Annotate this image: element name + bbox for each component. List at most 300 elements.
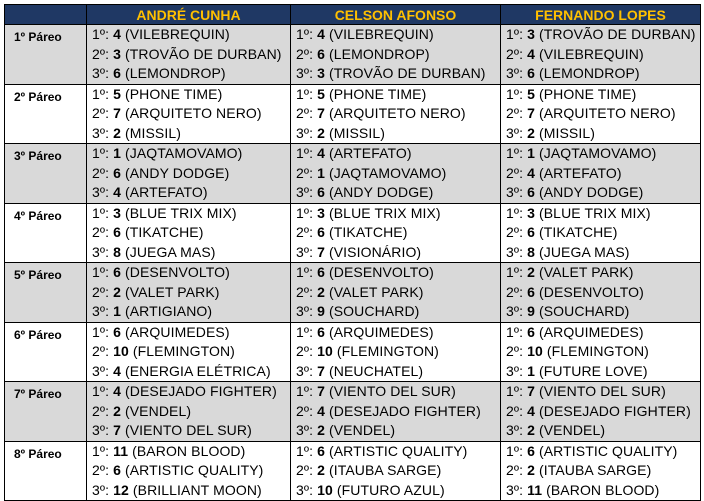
pick-line	[506, 442, 700, 462]
race-label: 4º Páreo	[5, 203, 87, 263]
horse-name: (ARQUIMEDES)	[538, 323, 644, 340]
horse-name: (ARTISTIC QUALITY)	[328, 442, 468, 459]
horse-name: (VENDEL)	[124, 402, 192, 419]
horse-name: (FLEMINGTON)	[132, 343, 235, 359]
pick-line	[506, 183, 700, 203]
horse-number: 6	[527, 184, 535, 200]
horse-number: 7	[113, 422, 121, 438]
pick-line	[296, 223, 500, 243]
pick-line	[506, 223, 700, 243]
horse-name: (JAQTAMOVAMO)	[124, 145, 243, 161]
pick-position: 2º:	[296, 224, 314, 240]
horse-number: 11	[527, 481, 543, 498]
pick-position: 2º:	[296, 402, 314, 419]
tipster-picks-cell	[291, 203, 501, 263]
horse-number: 8	[527, 243, 535, 260]
pick-position: 3º:	[296, 243, 314, 260]
pick-position: 1º:	[296, 442, 314, 459]
horse-number: 2	[527, 422, 535, 438]
pick-position: 1º:	[92, 85, 110, 102]
pick-position: 3º:	[92, 422, 110, 438]
race-label: 5º Páreo	[5, 263, 87, 323]
pick-position: 1º:	[296, 383, 314, 399]
pick-line	[92, 263, 290, 283]
horse-number: 7	[527, 383, 535, 399]
pick-position: 3º:	[92, 243, 110, 260]
horse-number: 3	[317, 204, 325, 221]
pick-position: 1º:	[506, 442, 524, 459]
horse-name: (DESEJADO FIGHTER)	[328, 402, 481, 419]
tipster-picks-cell	[87, 84, 291, 144]
pick-position: 2º:	[296, 462, 314, 478]
horse-name: (VIENTO DEL SUR)	[538, 383, 666, 399]
pick-line	[506, 461, 700, 481]
horse-number: 10	[317, 343, 333, 359]
pick-line	[296, 45, 500, 65]
horse-number: 4	[317, 402, 325, 419]
pick-position: 1º:	[506, 383, 524, 399]
pick-position: 2º:	[92, 224, 110, 240]
pick-line	[296, 144, 500, 164]
pick-position: 1º:	[296, 264, 314, 280]
horse-name: (JUEGA MAS)	[538, 243, 630, 260]
horse-name: (ARTISTIC QUALITY)	[124, 462, 264, 478]
horse-number: 4	[527, 164, 535, 181]
horse-name: (VALET PARK)	[538, 264, 634, 280]
pick-position: 3º:	[506, 422, 524, 438]
tipster-picks-cell	[291, 322, 501, 382]
pick-line	[506, 481, 700, 501]
pick-position: 2º:	[506, 105, 524, 121]
pick-line	[296, 461, 500, 481]
pick-position: 3º:	[92, 303, 110, 319]
pick-line	[92, 45, 290, 65]
horse-number: 6	[527, 283, 535, 300]
pick-line	[92, 144, 290, 164]
race-label: 8º Páreo	[5, 441, 87, 501]
pick-position: 1º:	[506, 26, 524, 42]
horse-number: 1	[113, 145, 121, 161]
horse-name: (ARQUITETO NERO)	[328, 105, 466, 121]
horse-name: (BARON BLOOD)	[132, 442, 246, 459]
horse-number: 6	[527, 323, 535, 340]
horse-name: (BRILLIANT MOON)	[132, 481, 262, 498]
horse-number: 5	[113, 85, 121, 102]
header-tipster-fernando-lopes: FERNANDO LOPES	[501, 5, 701, 25]
pick-line	[506, 382, 700, 402]
horse-name: (ENERGIA ELÉTRICA)	[124, 362, 271, 379]
horse-number: 1	[527, 145, 535, 161]
horse-name: (SOUCHARD)	[328, 303, 420, 319]
pick-line	[92, 183, 290, 203]
pick-position: 2º:	[92, 105, 110, 121]
pick-position: 2º:	[506, 164, 524, 181]
picks-table-container	[4, 4, 701, 501]
pick-position: 1º:	[506, 204, 524, 221]
horse-name: (ITAUBA SARGE)	[328, 462, 442, 478]
race-row	[5, 382, 701, 442]
tipster-picks-cell	[501, 84, 701, 144]
horse-number: 7	[317, 243, 325, 260]
horse-name: (LEMONDROP)	[538, 65, 640, 81]
horse-number: 2	[113, 124, 121, 141]
pick-position: 3º:	[506, 303, 524, 319]
pick-position: 2º:	[506, 283, 524, 300]
pick-position: 2º:	[92, 283, 110, 300]
pick-line	[92, 243, 290, 263]
pick-position: 1º:	[296, 145, 314, 161]
horse-name: (ARQUIMEDES)	[124, 323, 230, 340]
horse-number: 10	[113, 343, 129, 359]
horse-name: (TROVÃO DE DURBAN)	[328, 65, 486, 81]
pick-position: 2º:	[506, 462, 524, 478]
horse-name: (VILEBREQUIN)	[328, 26, 434, 42]
pick-position: 3º:	[296, 303, 314, 319]
horse-number: 3	[317, 65, 325, 81]
horse-number: 2	[527, 264, 535, 280]
horse-number: 2	[317, 422, 325, 438]
pick-line	[506, 362, 700, 382]
horse-number: 6	[317, 323, 325, 340]
horse-name: (SOUCHARD)	[538, 303, 630, 319]
pick-position: 3º:	[296, 422, 314, 438]
race-label: 3º Páreo	[5, 144, 87, 204]
pick-position: 2º:	[506, 343, 524, 359]
tipster-picks-cell	[291, 441, 501, 501]
pick-line	[506, 124, 700, 144]
pick-position: 1º:	[296, 204, 314, 221]
horse-number: 6	[113, 264, 121, 280]
pick-line	[92, 104, 290, 124]
tipster-picks-cell	[501, 203, 701, 263]
pick-line	[296, 382, 500, 402]
horse-number: 7	[527, 105, 535, 121]
pick-position: 1º:	[92, 26, 110, 42]
horse-number: 2	[113, 402, 121, 419]
horse-name: (VILEBREQUIN)	[124, 26, 230, 42]
horse-name: (MISSIL)	[328, 124, 386, 141]
tipster-picks-cell	[87, 144, 291, 204]
horse-name: (JUEGA MAS)	[124, 243, 216, 260]
horse-number: 4	[317, 145, 325, 161]
horse-number: 4	[113, 383, 121, 399]
horse-name: (ITAUBA SARGE)	[538, 462, 652, 478]
race-row	[5, 441, 701, 501]
horse-number: 10	[527, 343, 543, 359]
horse-name: (ARTEFATO)	[538, 164, 622, 181]
pick-line	[296, 323, 500, 343]
tipster-picks-cell	[291, 25, 501, 85]
pick-position: 2º:	[296, 164, 314, 181]
horse-number: 6	[527, 65, 535, 81]
pick-line	[506, 342, 700, 362]
pick-position: 1º:	[296, 323, 314, 340]
horse-name: (DESENVOLTO)	[328, 264, 434, 280]
horse-number: 4	[113, 362, 121, 379]
horse-name: (VALET PARK)	[124, 283, 220, 300]
horse-number: 6	[113, 65, 121, 81]
pick-position: 3º:	[92, 65, 110, 81]
pick-line	[296, 85, 500, 105]
pick-line	[296, 481, 500, 501]
race-row	[5, 203, 701, 263]
horse-number: 7	[113, 105, 121, 121]
horse-number: 4	[317, 26, 325, 42]
race-row	[5, 263, 701, 323]
race-picks-table	[4, 4, 701, 501]
tipster-picks-cell	[87, 322, 291, 382]
race-row	[5, 25, 701, 85]
horse-number: 6	[113, 462, 121, 478]
horse-name: (VENDEL)	[538, 422, 606, 438]
pick-position: 3º:	[296, 124, 314, 141]
horse-number: 1	[317, 164, 325, 181]
pick-line	[296, 164, 500, 184]
horse-name: (VENDEL)	[328, 422, 396, 438]
pick-position: 3º:	[506, 65, 524, 81]
horse-name: (ARQUITETO NERO)	[124, 105, 262, 121]
pick-line	[506, 64, 700, 84]
tipster-picks-cell	[501, 382, 701, 442]
pick-line	[506, 302, 700, 322]
pick-position: 1º:	[296, 85, 314, 102]
pick-line	[506, 263, 700, 283]
pick-line	[506, 25, 700, 45]
horse-name: (BLUE TRIX MIX)	[328, 204, 441, 221]
pick-line	[92, 421, 290, 441]
horse-number: 2	[317, 462, 325, 478]
pick-position: 1º:	[92, 145, 110, 161]
horse-number: 4	[527, 402, 535, 419]
pick-line	[92, 25, 290, 45]
horse-name: (FLEMINGTON)	[336, 343, 439, 359]
pick-position: 1º:	[296, 26, 314, 42]
pick-position: 3º:	[506, 184, 524, 200]
horse-name: (BLUE TRIX MIX)	[538, 204, 651, 221]
horse-name: (LEMONDROP)	[124, 65, 226, 81]
pick-position: 3º:	[92, 124, 110, 141]
horse-number: 5	[317, 85, 325, 102]
race-label: 6º Páreo	[5, 322, 87, 382]
horse-name: (PHONE TIME)	[124, 85, 223, 102]
horse-number: 6	[113, 323, 121, 340]
pick-position: 2º:	[92, 343, 110, 359]
pick-position: 3º:	[506, 243, 524, 260]
horse-number: 3	[113, 45, 121, 62]
horse-number: 6	[527, 442, 535, 459]
horse-number: 2	[317, 283, 325, 300]
pick-line	[506, 323, 700, 343]
race-row	[5, 84, 701, 144]
horse-name: (FLEMINGTON)	[546, 343, 649, 359]
horse-name: (TIKATCHE)	[124, 224, 204, 240]
horse-number: 6	[317, 224, 325, 240]
horse-name: (MISSIL)	[124, 124, 182, 141]
pick-line	[506, 164, 700, 184]
pick-position: 3º:	[506, 124, 524, 141]
pick-line	[506, 204, 700, 224]
tipster-picks-cell	[291, 144, 501, 204]
tipster-picks-cell	[87, 382, 291, 442]
pick-line	[506, 144, 700, 164]
pick-position: 1º:	[506, 145, 524, 161]
pick-line	[92, 323, 290, 343]
pick-line	[506, 283, 700, 303]
horse-name: (DESEJADO FIGHTER)	[538, 402, 691, 419]
tipster-picks-cell	[291, 263, 501, 323]
horse-name: (FUTURE LOVE)	[538, 362, 648, 379]
horse-name: (BLUE TRIX MIX)	[124, 204, 237, 221]
header-row	[5, 5, 701, 25]
pick-position: 2º:	[92, 164, 110, 181]
horse-name: (ARQUITETO NERO)	[538, 105, 676, 121]
pick-position: 1º:	[92, 204, 110, 221]
horse-name: (NEUCHATEL)	[328, 362, 424, 379]
tipster-picks-cell	[501, 322, 701, 382]
horse-name: (JAQTAMOVAMO)	[328, 164, 447, 181]
horse-name: (TROVÃO DE DURBAN)	[538, 26, 696, 42]
horse-name: (JAQTAMOVAMO)	[538, 145, 657, 161]
pick-position: 2º:	[92, 462, 110, 478]
tipster-picks-cell	[87, 203, 291, 263]
pick-position: 3º:	[506, 362, 524, 379]
pick-position: 2º:	[296, 105, 314, 121]
pick-line	[92, 64, 290, 84]
horse-number: 2	[527, 124, 535, 141]
horse-name: (ARQUIMEDES)	[328, 323, 434, 340]
pick-line	[92, 402, 290, 422]
pick-position: 1º:	[506, 323, 524, 340]
header-race-column	[5, 5, 87, 25]
pick-line	[296, 342, 500, 362]
pick-line	[92, 362, 290, 382]
pick-position: 3º:	[296, 481, 314, 498]
pick-position: 3º:	[296, 362, 314, 379]
pick-line	[92, 442, 290, 462]
pick-position: 2º:	[506, 45, 524, 62]
pick-position: 1º:	[506, 85, 524, 102]
pick-position: 2º:	[296, 45, 314, 62]
pick-line	[92, 204, 290, 224]
horse-number: 6	[317, 264, 325, 280]
horse-number: 6	[317, 442, 325, 459]
pick-position: 2º:	[296, 343, 314, 359]
horse-number: 5	[527, 85, 535, 102]
horse-number: 2	[113, 283, 121, 300]
horse-number: 1	[113, 303, 121, 319]
pick-position: 1º:	[506, 264, 524, 280]
pick-position: 1º:	[92, 323, 110, 340]
pick-line	[506, 421, 700, 441]
pick-line	[296, 64, 500, 84]
tipster-picks-cell	[87, 263, 291, 323]
pick-line	[296, 402, 500, 422]
horse-name: (DESENVOLTO)	[124, 264, 230, 280]
pick-line	[296, 243, 500, 263]
horse-number: 12	[113, 481, 129, 498]
pick-line	[92, 283, 290, 303]
horse-name: (ARTISTIC QUALITY)	[538, 442, 678, 459]
pick-line	[296, 25, 500, 45]
horse-name: (BARON BLOOD)	[546, 481, 660, 498]
horse-number: 8	[113, 243, 121, 260]
pick-position: 2º:	[296, 283, 314, 300]
pick-line	[296, 104, 500, 124]
pick-line	[92, 481, 290, 501]
horse-number: 2	[317, 124, 325, 141]
pick-position: 3º:	[296, 184, 314, 200]
horse-name: (ARTEFATO)	[124, 184, 208, 200]
horse-number: 4	[527, 45, 535, 62]
pick-position: 1º:	[92, 264, 110, 280]
horse-number: 9	[527, 303, 535, 319]
pick-position: 2º:	[92, 402, 110, 419]
pick-line	[92, 382, 290, 402]
horse-name: (ANDY DODGE)	[124, 164, 230, 181]
pick-position: 3º:	[92, 184, 110, 200]
pick-position: 3º:	[92, 481, 110, 498]
horse-name: (DESENVOLTO)	[538, 283, 644, 300]
tipster-picks-cell	[501, 144, 701, 204]
horse-number: 4	[113, 26, 121, 42]
horse-number: 6	[113, 164, 121, 181]
pick-position: 1º:	[92, 383, 110, 399]
pick-line	[92, 342, 290, 362]
horse-number: 3	[527, 26, 535, 42]
race-row	[5, 322, 701, 382]
pick-position: 2º:	[506, 402, 524, 419]
pick-line	[506, 402, 700, 422]
tipster-picks-cell	[87, 441, 291, 501]
pick-line	[92, 302, 290, 322]
horse-name: (PHONE TIME)	[328, 85, 427, 102]
horse-name: (PHONE TIME)	[538, 85, 637, 102]
horse-number: 3	[113, 204, 121, 221]
horse-name: (ANDY DODGE)	[328, 184, 434, 200]
pick-line	[296, 263, 500, 283]
horse-name: (ANDY DODGE)	[538, 184, 644, 200]
pick-position: 1º:	[92, 442, 110, 459]
race-label: 7º Páreo	[5, 382, 87, 442]
horse-number: 7	[317, 362, 325, 379]
tipster-picks-cell	[291, 84, 501, 144]
horse-name: (FUTURO AZUL)	[336, 481, 445, 498]
race-label: 2º Páreo	[5, 84, 87, 144]
horse-name: (ARTEFATO)	[328, 145, 412, 161]
horse-name: (VIENTO DEL SUR)	[328, 383, 456, 399]
pick-line	[506, 85, 700, 105]
horse-name: (TROVÃO DE DURBAN)	[124, 45, 282, 62]
pick-line	[296, 204, 500, 224]
pick-position: 3º:	[506, 481, 524, 498]
tipster-picks-cell	[501, 263, 701, 323]
tipster-picks-cell	[291, 382, 501, 442]
horse-name: (MISSIL)	[538, 124, 596, 141]
header-tipster-andre-cunha: ANDRÉ CUNHA	[87, 5, 291, 25]
horse-number: 10	[317, 481, 333, 498]
pick-line	[296, 421, 500, 441]
horse-name: (LEMONDROP)	[328, 45, 430, 62]
horse-number: 2	[527, 462, 535, 478]
pick-line	[296, 362, 500, 382]
pick-line	[506, 243, 700, 263]
horse-name: (ARTIGIANO)	[124, 303, 213, 319]
horse-number: 3	[527, 204, 535, 221]
tipster-picks-cell	[87, 25, 291, 85]
horse-number: 11	[113, 442, 129, 459]
pick-position: 2º:	[92, 45, 110, 62]
pick-line	[296, 302, 500, 322]
